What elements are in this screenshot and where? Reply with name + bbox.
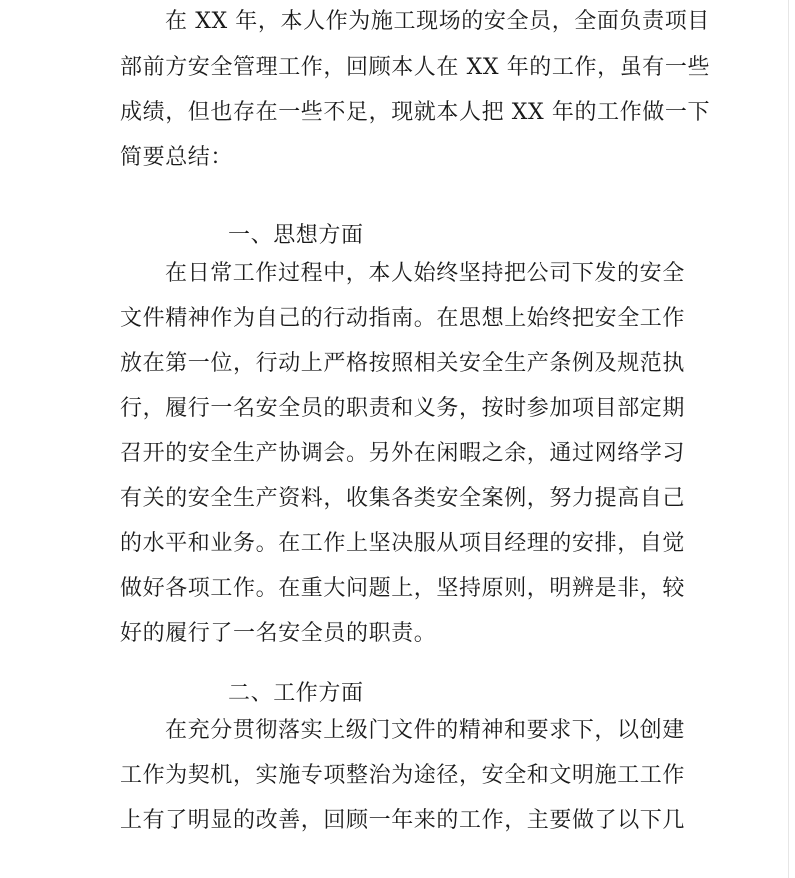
section2-line-1: 在充分贯彻落实上级门文件的精神和要求下，以创建 [165, 718, 685, 743]
section1-line-3: 放在第一位，行动上严格按照相关安全生产条例及规范执 [120, 351, 686, 376]
section2-line-3: 上有了明显的改善，回顾一年来的工作，主要做了以下几 [120, 808, 686, 833]
page-edge-divider [788, 0, 789, 878]
section1-line-9: 好的履行了一名安全员的职责。 [120, 621, 437, 646]
section-heading-work: 二、工作方面 [228, 681, 364, 706]
section1-line-6: 有关的安全生产资料，收集各类安全案例，努力提高自己 [120, 486, 686, 511]
section1-line-5: 召开的安全生产协调会。另外在闲暇之余，通过网络学习 [120, 441, 686, 466]
section1-line-1: 在日常工作过程中，本人始终坚持把公司下发的安全 [165, 261, 685, 286]
section1-line-7: 的水平和业务。在工作上坚决服从项目经理的安排，自觉 [120, 531, 686, 556]
intro-line-2: 部前方安全管理工作，回顾本人在 XX 年的工作，虽有一些 [120, 55, 711, 80]
section1-line-2: 文件精神作为自己的行动指南。在思想上始终把安全工作 [120, 306, 686, 331]
section-heading-thought: 一、思想方面 [228, 223, 364, 248]
intro-line-3: 成绩，但也存在一些不足，现就本人把 XX 年的工作做一下 [120, 100, 711, 125]
section1-line-8: 做好各项工作。在重大问题上，坚持原则，明辨是非，较 [120, 576, 686, 601]
intro-line-1: 在 XX 年，本人作为施工现场的安全员，全面负责项目 [165, 9, 710, 34]
section1-line-4: 行，履行一名安全员的职责和义务，按时参加项目部定期 [120, 396, 686, 421]
intro-line-4: 简要总结： [120, 145, 234, 170]
section2-line-2: 工作为契机，实施专项整治为途径，安全和文明施工工作 [120, 763, 686, 788]
